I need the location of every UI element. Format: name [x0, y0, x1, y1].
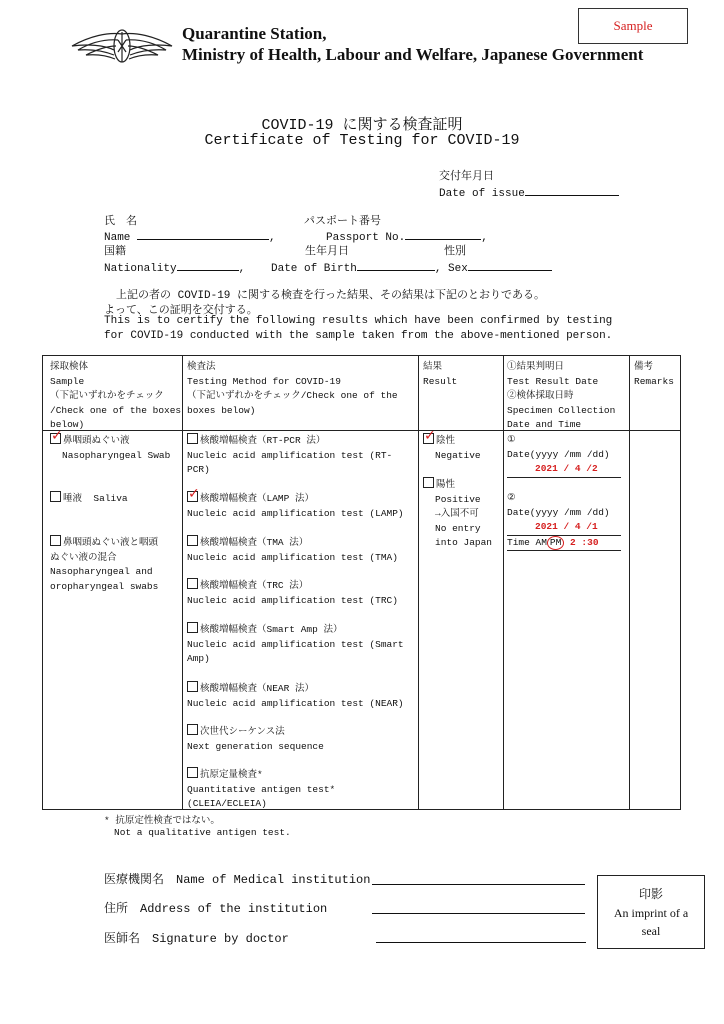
checkbox-method-tma[interactable]: [187, 535, 198, 546]
doctor-signature-field[interactable]: [376, 942, 586, 943]
result-negative[interactable]: ✓ 陰性 Negative: [424, 428, 481, 461]
collection-time-row[interactable]: Time AM PM 2 :30: [507, 536, 621, 552]
checkbox-method-rt-pcr[interactable]: [187, 433, 198, 444]
method-antigen-quantitative[interactable]: 抗原定量検査* Quantitative antigen test* (CLEIA/ECLEIA): [187, 769, 336, 809]
method-near[interactable]: 核酸増幅検査（NEAR 法） Nucleic acid amplification test (NEAR): [187, 683, 404, 709]
method-tma[interactable]: 核酸増幅検査（TMA 法） Nucleic acid amplification test (TMA): [187, 537, 398, 563]
name-label-jp: 氏 名: [104, 216, 137, 228]
header-remarks: 備考 Remarks: [634, 361, 674, 387]
checkbox-sample-mixed[interactable]: [50, 535, 61, 546]
address-label: 住所 Address of the institution: [104, 902, 328, 916]
name-field[interactable]: [137, 227, 269, 240]
sample-stamp: Sample: [578, 8, 688, 44]
statement-jp1: 上記の者の COVID-19 に関する検査を行った結果、その結果は下記のとおりである。: [116, 290, 546, 302]
name-row: Name ,: [104, 227, 276, 244]
checkbox-sample-nasopharyngeal[interactable]: ✓: [51, 428, 63, 444]
dob-sex-row: Date of Birth , Sex: [271, 258, 552, 275]
nationality-row: Nationality ,: [104, 258, 245, 275]
result-positive[interactable]: 陽性 Positive →入国不可 No entry into Japan: [423, 477, 492, 551]
doctor-label: 医師名 Signature by doctor: [104, 932, 289, 946]
footnote-en: Not a qualitative antigen test.: [114, 827, 291, 838]
issue-date-field[interactable]: [525, 183, 619, 196]
title-japanese: COVID-19 に関する検査証明: [261, 117, 463, 134]
checkbox-result-positive[interactable]: [423, 477, 434, 488]
sample-option-mixed[interactable]: 鼻咽頭ぬぐい液と咽頭 ぬぐい液の混合 Nasopharyngeal and oropharyngeal swabs: [50, 537, 159, 592]
checkbox-method-trc[interactable]: [187, 578, 198, 589]
issue-date-label-jp: 交付年月日: [439, 171, 494, 183]
checkbox-method-smart-amp[interactable]: [187, 622, 198, 633]
nationality-field[interactable]: [177, 258, 239, 271]
passport-label-jp: パスポート番号: [304, 216, 381, 228]
sample-option-nasopharyngeal[interactable]: ✓ 鼻咽頭ぬぐい液 Nasopharyngeal Swab: [51, 428, 171, 461]
passport-field[interactable]: [405, 227, 481, 240]
institution-label: 医療機関名 Name of Medical institution: [104, 873, 371, 887]
statement-en1: This is to certify the following results which have been confirmed by testing: [104, 315, 613, 327]
dob-label-jp: 生年月日: [305, 246, 349, 258]
nationality-label-jp: 国籍: [104, 246, 126, 258]
checkbox-result-negative[interactable]: ✓: [424, 428, 436, 444]
sex-label-jp: 性別: [444, 246, 466, 258]
statement-jp2: よって、この証明を交付する。: [104, 305, 258, 317]
header-sample: 採取検体 Sample （下記いずれかをチェック /Check one of the boxes below): [50, 361, 182, 430]
method-rt-pcr[interactable]: 核酸増幅検査（RT-PCR 法） Nucleic acid amplification test (RT- PCR): [187, 435, 393, 475]
issue-date-label-en: Date of issue: [439, 183, 619, 200]
method-ngs[interactable]: 次世代シーケンス法 Next generation sequence: [187, 726, 324, 752]
passport-row: Passport No. ,: [326, 227, 488, 244]
checkbox-method-antigen[interactable]: [187, 767, 198, 778]
method-smart-amp[interactable]: 核酸増幅検査（Smart Amp 法） Nucleic acid amplification test (Smart Amp): [187, 624, 404, 664]
method-trc[interactable]: 核酸増幅検査（TRC 法） Nucleic acid amplification test (TRC): [187, 580, 398, 606]
footnote-jp: * 抗原定性検査ではない。: [104, 815, 220, 826]
header-method: 検査法 Testing Method for COVID-19 （下記いずれかをチェック/Check one of the boxes below): [187, 361, 398, 416]
checkbox-method-near[interactable]: [187, 681, 198, 692]
sex-field[interactable]: [468, 258, 552, 271]
seal-box[interactable]: 印影 An imprint of a seal: [597, 875, 705, 949]
collection-date-value[interactable]: 2021 / 4 /1: [507, 520, 621, 536]
header-result: 結果 Result: [423, 361, 458, 387]
collection-date-block: ② Date(yyyy /mm /dd) 2021 / 4 /1 Time AM PM 2 :30: [507, 491, 621, 551]
title-english: Certificate of Testing for COVID-19: [204, 132, 520, 149]
collection-time-value: 2 :30: [570, 536, 599, 548]
method-lamp[interactable]: ✓ 核酸増幅検査（LAMP 法） Nucleic acid amplification test (LAMP): [187, 486, 404, 519]
org-name-line1: Quarantine Station,: [182, 24, 327, 43]
sample-option-saliva[interactable]: 唾液 Saliva: [50, 491, 128, 507]
statement-en2: for COVID-19 conducted with the sample taken from the above-mentioned person.: [104, 330, 613, 342]
address-field[interactable]: [372, 913, 585, 914]
result-date-block: ① Date(yyyy /mm /dd) 2021 / 4 /2: [507, 433, 621, 478]
checkbox-method-lamp[interactable]: ✓: [188, 486, 200, 502]
dob-field[interactable]: [357, 258, 435, 271]
result-date-value[interactable]: 2021 / 4 /2: [507, 462, 621, 478]
results-table: [42, 355, 681, 810]
quarantine-emblem-logo: [68, 26, 176, 66]
institution-field[interactable]: [372, 884, 585, 885]
header-date: ①結果判明日 Test Result Date ②検体採取日時 Specimen Collection Date and Time: [507, 361, 616, 430]
pm-circle: PM: [547, 536, 564, 550]
org-name-line2: Ministry of Health, Labour and Welfare, Japanese Government: [182, 45, 644, 64]
checkbox-sample-saliva[interactable]: [50, 491, 61, 502]
checkbox-method-ngs[interactable]: [187, 724, 198, 735]
